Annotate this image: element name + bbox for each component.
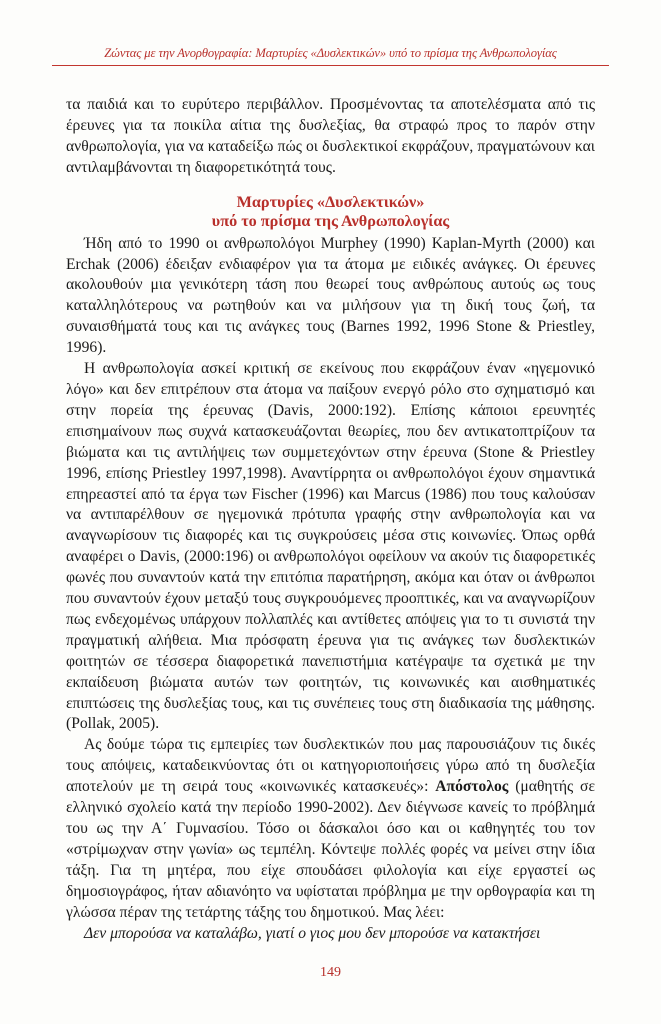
paragraph-experiences (66, 735, 595, 923)
running-header: Ζώντας με την Ανορθογραφία: Μαρτυρίες «Δυσλεκτικών» υπό το πρίσμα της Ανθρωπολογίας (104, 46, 557, 60)
section-heading-line1: Μαρτυρίες «Δυσλεκτικών» (236, 192, 425, 211)
paragraph-experiences-end: (μαθητής σε ελληνικό σχολείο κατά την περίοδο 1990-2002). Δεν διέγνωσε κανείς το πρόβλημά του ως την Α΄ Γυμνασίου. Τόσο οι δάσκαλοι όσο και οι καθηγητές του τον «στρίμωχναν στην γωνία» ως τεμπέλη. Κόντεψε πολλές φορές να μείνει στην ίδια τάξη. Για τη μητέρα, που είχε σπουδάσει φιλολογία και είχε εργαστεί ως δημοσιογράφος, ήταν αδιανόητο να υφίσταται πρόβλημα με την ορθογραφία και τη γλώσσα πέραν της τετάρτης τάξης του δημοτικού. Μας λέει: (66, 778, 595, 921)
page-number: 149 (320, 965, 341, 980)
paragraph-critique: Η ανθρωπολογία ασκεί κριτική σε εκείνους που εκφράζουν έναν «ηγεμονικό λόγο» και δεν επιτρέπουν στα άτομα να παίξουν ενεργό ρόλο στο σχηματισμό και στην πορεία της έρευνας (Davis, 2000:192). Επίσης κάποιοι ερευνητές επισημαίνουν πως συχνά κατασκευάζονται θεωρίες, που δεν αντικατοπτρίζουν τα βιώματα και τις αντιλήψεις των συμμετεχόντων στην έρευνα (Stone & Priestley 1996, επίσης Priestley 1997,1998). Αναντίρρητα οι ανθρωπολόγοι έχουν σημαντικά επηρεαστεί από τα έργα των Fischer (1996) και Marcus (1986) που τους καλούσαν να αντιπαρέλθουν σε ηγεμονικά πρότυπα γραφής στην ανθρωπολογία και να αναγνωρίσουν τις διαφορές και τις συγκρούσεις μέσα στις κοινωνίες. Όπως ορθά αναφέρει ο Davis, (2000:196) οι ανθρωπολόγοι οφείλουν να ακούν τις διαφορετικές φωνές που συναντούν κατά την επιτόπια παρατήρηση, ακόμα και όταν οι άνθρωποι που συναντούν έχουν μεταξύ τους συγκρουόμενες προοπτικές, και να αναγνωρίζουν πως ενδεχομένως υπάρχουν πολλαπλές και αντίθετες απόψεις για το τι συνιστά την πραγματική αλήθεια. Μια πρόσφατη έρευνα για τις ανάγκες των δυσλεκτικών φοιτητών σε τέσσερα διαφορετικά πανεπιστήμια κατέγραψε τα σχετικά με την εκπαίδευση βιώματα αυτών των φοιτητών, τις κοινωνικές και αισθηματικές επιπτώσεις της δυσλεξίας τους, και τις συνέπειες τους στη διαδικασία της μάθησης. (Pollak, 2005). (66, 360, 595, 733)
quotation-line: Δεν μπορούσα να καταλάβω, γιατί ο γιος μου δεν μπορούσε να κατακτήσει (84, 924, 541, 942)
page-body (66, 95, 595, 944)
paragraph-experiences-start: Ας δούμε τώρα τις εμπειρίες των δυσλεκτικών που μας παρουσιάζουν τις δικές τους απόψεις, καταδεικνύοντας ότι οι κατηγοριοποιήσεις γύρω από τη δυσλεξία αποτελούν με τη σειρά τους «κοινωνικές κατασκευές»: (66, 736, 595, 796)
paragraph-intro-continuation: τα παιδιά και το ευρύτερο περιβάλλον. Προσμένοντας τα αποτελέσματα από τις έρευνες για τα ποικίλα αίτια της δυσλεξίας, θα στραφώ προς το παρόν στην ανθρωπολογία, για να καταδείξω πώς οι δυσλεκτικοί εκφράζουν, πραγματώνουν και αντιλαμβάνονται τη διαφορετικότητά τους. (66, 96, 595, 176)
section-heading-line2: υπό το πρίσμα της Ανθρωπολογίας (211, 211, 450, 230)
header-rule (52, 65, 609, 66)
paragraph-anthropologists: Ήδη από το 1990 οι ανθρωπολόγοι Murphey (1990) Kaplan-Myrth (2000) και Erchak (2006) έδειξαν ενδιαφέρον για τα άτομα με ειδικές ανάγκες. Οι έρευνες ακολουθούν μια γενικότερη τάση που θεωρεί τους ανθρώπους αυτούς ως τους καταλληλότερους να ρωτηθούν και να μιλήσουν για τη δική τους ζωή, τα συναισθήματά τους και τις ανάγκες τους (Barnes 1992, 1996 Stone & Priestley, 1996). (66, 234, 595, 357)
section-heading (66, 193, 595, 231)
informant-name: Απόστολος (435, 778, 509, 796)
